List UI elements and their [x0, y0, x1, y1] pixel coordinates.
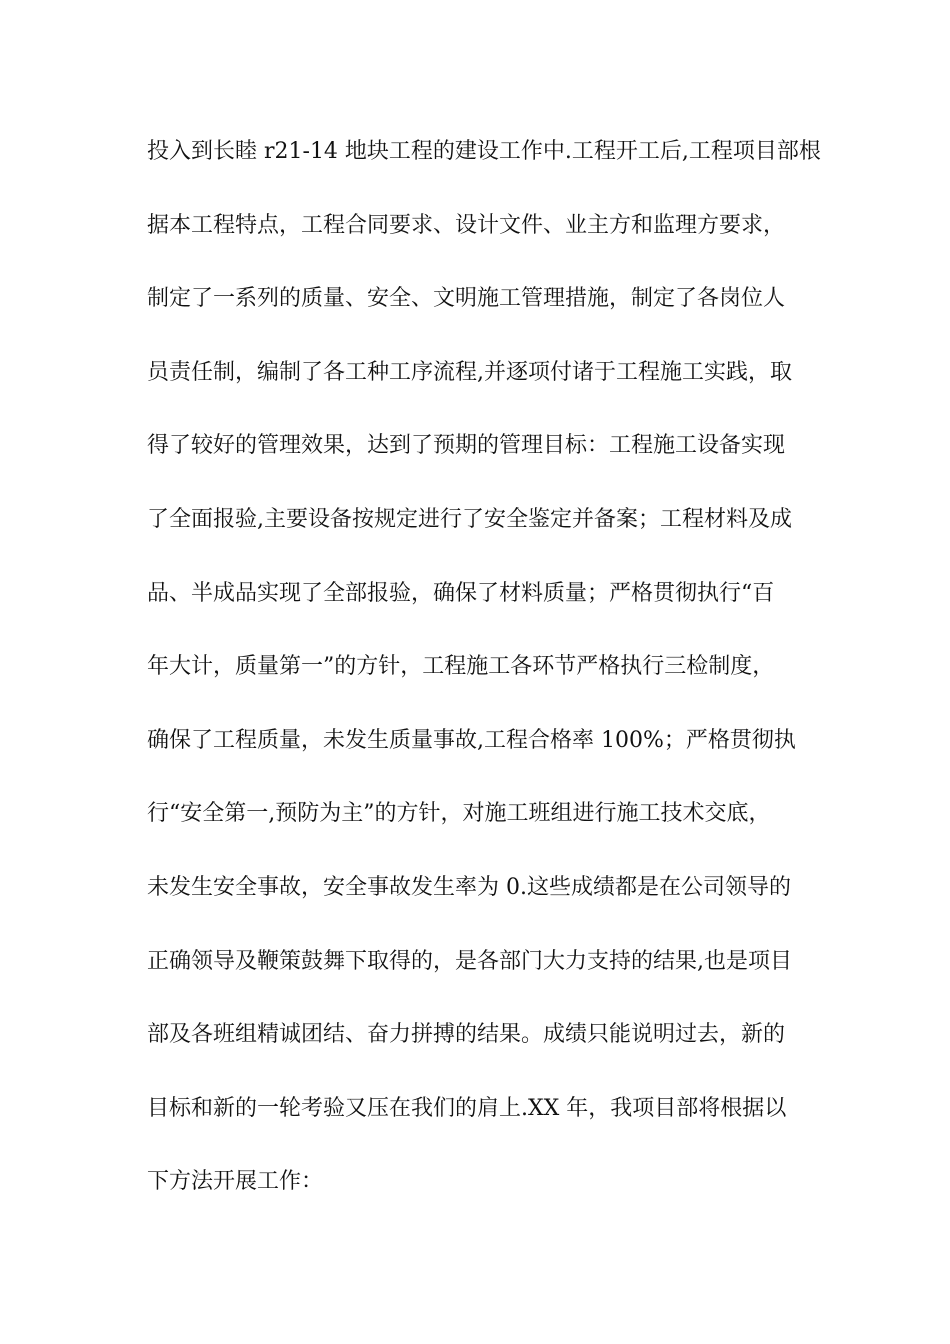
- text-line: 未发生安全事故，安全事故发生率为 0.这些成绩都是在公司领导的: [147, 874, 791, 900]
- text-line: 制定了一系列的质量、安全、文明施工管理措施，制定了各岗位人: [147, 286, 786, 312]
- text-line: 投入到长睦 r21-14 地块工程的建设工作中.工程开工后,工程项目部根: [147, 139, 821, 164]
- text-line: 员责任制，编制了各工种工序流程,并逐项付诸于工程施工实践，取: [147, 359, 792, 385]
- text-line: 了全面报验,主要设备按规定进行了安全鉴定并备案；工程材料及成: [147, 506, 792, 532]
- text-line: 据本工程特点，工程合同要求、设计文件、业主方和监理方要求，: [147, 212, 786, 238]
- text-line: 正确领导及鞭策鼓舞下取得的，是各部门大力支持的结果,也是项目: [147, 948, 792, 974]
- text-line: 品、半成品实现了全部报验，确保了材料质量；严格贯彻执行“百: [147, 580, 775, 606]
- text-line: 部及各班组精诚团结、奋力拼搏的结果。成绩只能说明过去，新的: [147, 1022, 786, 1048]
- text-line: 行“安全第一,预防为主”的方针，对施工班组进行施工技术交底，: [147, 801, 771, 827]
- text-line: 目标和新的一轮考验又压在我们的肩上.XX 年，我项目部将根据以: [147, 1095, 787, 1121]
- text-line: 年大计，质量第一”的方针，工程施工各环节严格执行三检制度，: [147, 654, 775, 680]
- text-line: 确保了工程质量，未发生质量事故,工程合格率 100%；严格贯彻执: [147, 727, 796, 753]
- text-line: 得了较好的管理效果，达到了预期的管理目标：工程施工设备实现: [147, 433, 786, 459]
- text-line: 下方法开展工作：: [147, 1169, 324, 1195]
- body-paragraph: [147, 131, 821, 1235]
